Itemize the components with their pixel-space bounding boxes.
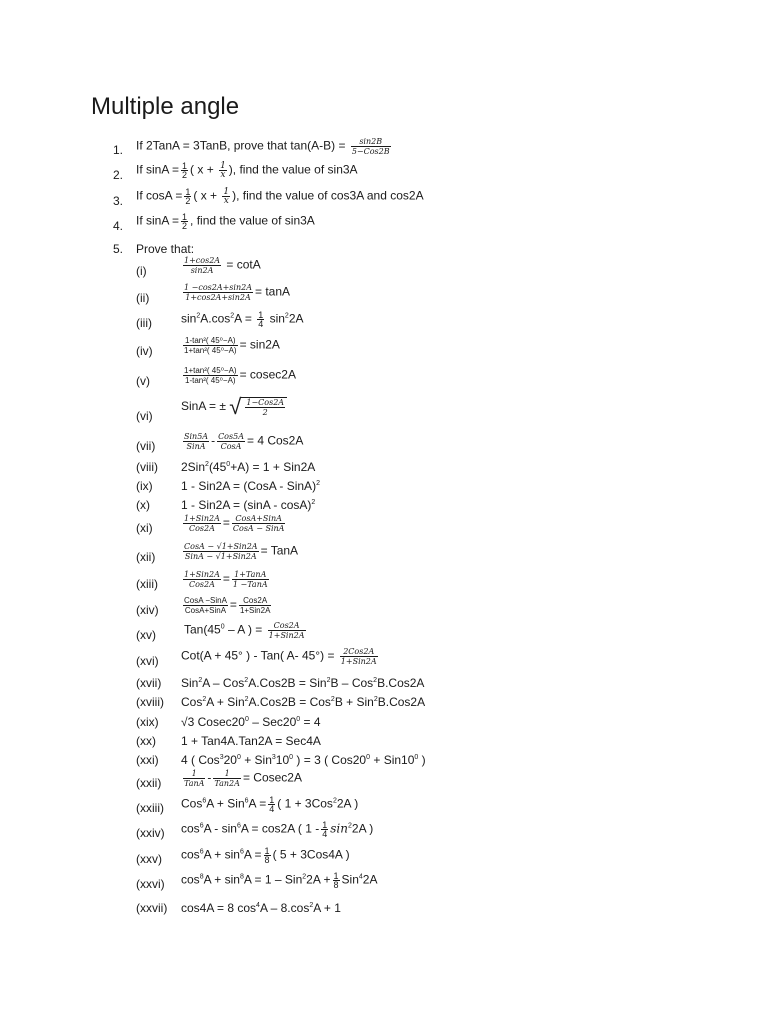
- text: 2A: [362, 872, 378, 887]
- text: A – 8.cos: [259, 901, 310, 915]
- denominator: x: [223, 196, 229, 206]
- roman-numeral: (xx): [136, 734, 156, 748]
- numerator: sin2B: [351, 137, 391, 147]
- superscript: 8: [199, 873, 204, 881]
- question-number: 3.: [113, 194, 124, 208]
- question-text: If sinA =: [136, 162, 180, 177]
- question-text: If cosA =: [136, 188, 183, 203]
- superscript: 0: [220, 623, 225, 631]
- identity-xix: [181, 715, 321, 730]
- identity-xi: [181, 514, 287, 533]
- superscript: 0: [236, 754, 241, 761]
- text: 2A ): [351, 821, 374, 836]
- page-title: Multiple angle: [91, 93, 240, 120]
- denominator: 1+tan²( 45⁰−A): [184, 346, 237, 355]
- question-number: 2.: [113, 168, 124, 182]
- text: A + sin: [203, 847, 240, 862]
- text: A.cos: [200, 311, 231, 326]
- numerator: 1: [183, 769, 205, 779]
- identity-x: [181, 498, 315, 513]
- text: ( 1 + 3Cos: [277, 796, 333, 811]
- denominator: 4: [269, 804, 275, 814]
- roman-numeral: (xiv): [136, 603, 159, 617]
- superscript: 2: [316, 480, 320, 487]
- denominator: sin2A: [190, 266, 214, 275]
- fraction: [183, 769, 205, 788]
- numerator: 1+Sin2A: [184, 570, 220, 579]
- numerator: 1−Cos2A: [246, 398, 285, 407]
- numerator: 2Cos2A: [340, 647, 378, 657]
- identity-xvii: [181, 676, 424, 691]
- text: A - sin: [203, 821, 237, 836]
- text: – Sec20: [252, 715, 297, 729]
- superscript: 2: [244, 696, 249, 703]
- fraction: [183, 336, 238, 355]
- text: 2A ): [336, 796, 359, 811]
- radical-sign: √: [229, 394, 242, 419]
- roman-numeral: (iv): [136, 344, 153, 358]
- operator: -: [211, 433, 216, 448]
- question-text: If sinA =: [136, 213, 180, 228]
- superscript: 3: [219, 754, 224, 761]
- superscript: 2: [198, 677, 203, 684]
- text: cos4A = 8 cos: [181, 901, 257, 915]
- text: ) = 3 ( Cos20: [296, 753, 367, 767]
- superscript: 2: [373, 696, 378, 703]
- fraction: [264, 847, 271, 864]
- denominator: Cos2A: [188, 580, 215, 589]
- numerator: 1 −cos2A+sin2A: [184, 283, 252, 292]
- superscript: 4: [256, 902, 260, 909]
- text: 2Sin: [181, 460, 206, 474]
- numerator: CosA −SinA: [184, 596, 227, 605]
- roman-numeral: (ix): [136, 479, 153, 493]
- denominator: Cos2A: [188, 524, 215, 533]
- superscript: 2: [309, 902, 314, 909]
- denominator: 2: [185, 196, 191, 206]
- fraction: [217, 432, 245, 451]
- equation-rhs: = cotA: [226, 257, 261, 272]
- denominator: 1 −TanA: [232, 580, 268, 589]
- text: cos: [181, 872, 200, 887]
- fraction: [268, 621, 306, 640]
- roman-numeral: (xxvii): [136, 901, 168, 915]
- fraction: [183, 514, 221, 533]
- text: + Sin: [244, 753, 272, 767]
- superscript: 0: [414, 754, 419, 761]
- fraction: [268, 796, 275, 813]
- superscript: 2: [230, 312, 235, 320]
- denominator: TanA: [184, 779, 205, 788]
- radicand: [241, 397, 287, 417]
- text: Cot(A + 45° ) - Tan( A- 45°) =: [181, 648, 335, 663]
- numerator: 1: [258, 310, 264, 320]
- identity-xxvii: [181, 901, 341, 916]
- fraction: [239, 596, 271, 615]
- superscript: 3: [271, 754, 276, 761]
- roman-numeral: (xvi): [136, 654, 159, 668]
- denominator: CosA: [220, 442, 242, 451]
- numerator: 1+cos2A: [184, 256, 221, 265]
- fraction: [183, 542, 259, 561]
- denominator: 5−Cos2B: [351, 147, 390, 156]
- numerator: 1: [213, 769, 241, 779]
- denominator: SinA: [186, 442, 206, 451]
- roman-numeral: (xiii): [136, 577, 158, 591]
- identity-xxi: [181, 753, 426, 768]
- numerator: 1+Sin2A: [184, 514, 220, 523]
- roman-numeral: (xi): [136, 521, 153, 535]
- question-text: ( x +: [193, 188, 218, 203]
- question-text: ( x +: [190, 162, 214, 177]
- denominator: 1+Sin2A: [268, 631, 305, 640]
- denominator: 2: [182, 221, 188, 231]
- roman-numeral: (xv): [136, 628, 156, 642]
- numerator: 1-tan²( 45⁰−A): [183, 336, 238, 346]
- denominator: SinA − √1+Sin2A: [184, 552, 257, 561]
- question-text: ), find the value of sin3A: [228, 162, 358, 177]
- text: 2A +: [306, 872, 331, 887]
- superscript: 2: [332, 797, 337, 805]
- roman-numeral: (xxii): [136, 776, 162, 790]
- text: Tan(45: [184, 622, 221, 637]
- text: A = 1 – Sin: [243, 872, 303, 887]
- text: SinA = ±: [181, 399, 226, 414]
- identity-xxii: [181, 769, 302, 788]
- superscript: 4: [358, 873, 363, 881]
- text: Cos: [181, 796, 203, 811]
- fraction: [213, 769, 241, 788]
- roman-numeral: (xxvi): [136, 877, 165, 891]
- denominator: 4: [322, 829, 328, 839]
- denominator: 8: [333, 880, 339, 890]
- fraction: [183, 283, 253, 302]
- fraction: [333, 872, 340, 889]
- text: 1 - Sin2A = (sinA - cosA): [181, 498, 312, 512]
- text: Sin: [181, 676, 199, 690]
- text: A.Cos2B = Cos: [248, 695, 331, 709]
- text: 2A: [288, 311, 304, 326]
- identity-xiii: [181, 570, 271, 589]
- equation-rhs: = Cosec2A: [242, 770, 302, 785]
- fraction: [351, 137, 391, 156]
- identity-xvi: [181, 647, 380, 666]
- fraction: [340, 647, 378, 666]
- text: (45: [208, 460, 227, 474]
- fraction: [183, 570, 221, 589]
- fraction: [183, 256, 221, 275]
- text: Cosec20: [197, 715, 245, 729]
- operator: =: [229, 597, 237, 612]
- identity-iv: [181, 336, 280, 355]
- identity-xxiii: [181, 796, 358, 813]
- superscript: 2: [326, 677, 331, 684]
- identity-viii: [181, 460, 315, 475]
- denominator: CosA − SinA: [232, 524, 285, 533]
- text: A + sin: [203, 872, 240, 887]
- question-text: If 2TanA = 3TanB, prove that tan(A-B) =: [136, 138, 346, 153]
- equation-rhs: = cosec2A: [239, 367, 296, 382]
- text: B + Sin: [334, 695, 374, 709]
- question-3: [136, 188, 424, 205]
- roman-numeral: (xviii): [136, 695, 164, 709]
- denominator: 8: [264, 855, 270, 865]
- text: sin: [269, 311, 285, 326]
- numerator: Cos2A: [268, 621, 306, 631]
- numerator: 1: [220, 161, 226, 171]
- identity-v: [181, 366, 296, 385]
- superscript: 6: [239, 848, 244, 856]
- question-5-text: Prove that:: [136, 242, 195, 256]
- text: 20: [223, 753, 237, 767]
- denominator: 2: [182, 170, 188, 180]
- roman-numeral: (vii): [136, 439, 156, 453]
- fraction-half: [181, 213, 188, 230]
- roman-numeral: (viii): [136, 460, 158, 474]
- question-text: ), find the value of cos3A and cos2A: [232, 188, 424, 203]
- identity-xxiv: [181, 821, 373, 838]
- text: 1 - Sin2A = (CosA - SinA): [181, 479, 317, 493]
- identity-vii: [181, 432, 303, 451]
- numerator: 1+tan²( 45⁰−A): [184, 366, 237, 375]
- square-root: [229, 394, 287, 419]
- superscript: 0: [296, 716, 301, 723]
- superscript: 0: [366, 754, 371, 761]
- denominator: 1+cos2A+sin2A: [185, 293, 251, 302]
- numerator: 1+TanA: [232, 570, 269, 580]
- question-1: [136, 137, 393, 156]
- roman-numeral: (xix): [136, 715, 159, 729]
- superscript: 6: [199, 848, 204, 856]
- denominator: Tan2A: [214, 779, 240, 788]
- superscript: 6: [244, 797, 249, 805]
- denominator: 1+Sin2A: [340, 657, 377, 666]
- roman-numeral: (iii): [136, 316, 152, 330]
- identity-xii: [181, 542, 298, 561]
- superscript: 2: [202, 696, 207, 703]
- superscript: 2: [284, 312, 289, 320]
- numerator: 1: [185, 187, 191, 197]
- fraction-half: [181, 162, 188, 179]
- fraction: [257, 311, 264, 328]
- fraction: [183, 596, 228, 615]
- text: A + 1: [313, 901, 341, 915]
- question-2: [136, 162, 358, 179]
- text: A + Sin: [206, 695, 245, 709]
- text: sin: [181, 311, 197, 326]
- identity-ix: [181, 479, 320, 494]
- text: cos: [181, 847, 200, 862]
- text: 10: [275, 753, 290, 767]
- identity-xiv: [181, 596, 273, 615]
- text: A = cos2A ( 1 -: [240, 821, 320, 836]
- numerator: 1: [182, 212, 188, 222]
- superscript: 2: [196, 312, 201, 320]
- text: √3: [181, 715, 195, 729]
- text: ( 5 + 3Cos4A ): [272, 847, 350, 862]
- superscript: 8: [239, 873, 244, 881]
- text: + Sin10: [373, 753, 415, 767]
- denominator: 2: [262, 408, 268, 417]
- identity-iii: [181, 311, 304, 328]
- fraction: [232, 514, 286, 533]
- roman-numeral: (xxi): [136, 753, 159, 767]
- text: Sin: [341, 872, 359, 887]
- identity-xv: [184, 621, 308, 640]
- identity-xxv: [181, 847, 350, 864]
- superscript: 2: [373, 677, 378, 684]
- numerator: Cos2A: [239, 596, 271, 606]
- equation-rhs: = TanA: [260, 543, 299, 558]
- superscript: 2: [347, 822, 352, 830]
- equation-rhs: = sin2A: [239, 337, 280, 352]
- identity-ii: [181, 283, 290, 302]
- denominator: 4: [258, 319, 264, 329]
- superscript: 6: [236, 822, 241, 830]
- identity-xxvi: [181, 872, 377, 889]
- superscript: 0: [226, 461, 231, 468]
- superscript: 6: [202, 797, 207, 805]
- text: ): [421, 753, 426, 767]
- superscript: 0: [289, 754, 294, 761]
- numerator: 1: [322, 820, 328, 830]
- text: B.Cos2A: [377, 695, 426, 709]
- text: B – Cos: [330, 676, 374, 690]
- operator: -: [207, 770, 212, 785]
- operator: =: [222, 571, 230, 586]
- numerator: CosA+SinA: [232, 514, 286, 524]
- numerator: Sin5A: [184, 432, 209, 441]
- numerator: 1: [333, 871, 339, 881]
- text: = 4: [303, 715, 321, 729]
- numerator: 1: [223, 187, 230, 197]
- roman-numeral: (ii): [136, 291, 150, 305]
- text: sin: [330, 821, 348, 836]
- numerator: CosA − √1+Sin2A: [184, 542, 258, 551]
- equation-rhs: = tanA: [255, 284, 291, 299]
- fraction: [183, 366, 238, 385]
- fraction: [183, 432, 209, 451]
- numerator: Cos5A: [218, 432, 244, 441]
- text: A =: [243, 847, 262, 862]
- fraction: [321, 821, 328, 838]
- numerator: 1: [264, 846, 270, 856]
- superscript: 2: [330, 696, 335, 703]
- superscript: 2: [205, 461, 209, 468]
- text: +A) = 1 + Sin2A: [230, 460, 316, 474]
- roman-numeral: (xxiv): [136, 826, 165, 840]
- roman-numeral: (x): [136, 498, 150, 512]
- superscript: 6: [199, 822, 204, 830]
- text: cos: [181, 821, 200, 836]
- superscript: 0: [244, 716, 249, 723]
- identity-i: [181, 256, 261, 275]
- denominator: CosA+SinA: [184, 606, 227, 615]
- numerator: 1: [269, 795, 275, 805]
- denominator: 1-tan²( 45⁰−A): [185, 376, 236, 385]
- roman-numeral: (xxv): [136, 852, 162, 866]
- text: B.Cos2A: [377, 676, 425, 690]
- numerator: 1: [182, 161, 188, 171]
- roman-numeral: (xxiii): [136, 801, 164, 815]
- roman-numeral: (vi): [136, 409, 153, 423]
- equation-rhs: = 4 Cos2A: [246, 433, 304, 448]
- superscript: 2: [244, 677, 249, 684]
- operator: =: [222, 515, 230, 530]
- question-number: 5.: [113, 242, 124, 256]
- fraction-half: [184, 188, 191, 205]
- roman-numeral: (xvii): [136, 676, 162, 690]
- superscript: 2: [311, 499, 316, 506]
- text: A =: [234, 311, 252, 326]
- question-text: , find the value of sin3A: [190, 213, 315, 228]
- text: A =: [248, 796, 267, 811]
- denominator: x: [220, 170, 226, 180]
- text: 4 ( Cos: [181, 753, 220, 767]
- text: Cos: [181, 695, 203, 709]
- text: – A ) =: [227, 622, 263, 637]
- question-4: [136, 213, 315, 230]
- roman-numeral: (xii): [136, 550, 156, 564]
- text: A.Cos2B = Sin: [248, 676, 327, 690]
- fraction: [232, 570, 269, 589]
- text: A – Cos: [202, 676, 245, 690]
- roman-numeral: (i): [136, 264, 147, 278]
- question-number: 1.: [113, 143, 124, 157]
- text: A + Sin: [206, 796, 245, 811]
- denominator: 1+Sin2A: [239, 606, 271, 615]
- roman-numeral: (v): [136, 374, 150, 388]
- identity-xviii: [181, 695, 425, 710]
- identity-vi: [181, 394, 287, 419]
- fraction-one-over-x: [219, 162, 227, 179]
- question-number: 4.: [113, 219, 124, 233]
- fraction: [245, 398, 285, 417]
- identity-xx: 1 + Tan4A.Tan2A = Sec4A: [181, 734, 321, 748]
- superscript: 2: [302, 873, 307, 881]
- fraction-one-over-x: [222, 188, 230, 205]
